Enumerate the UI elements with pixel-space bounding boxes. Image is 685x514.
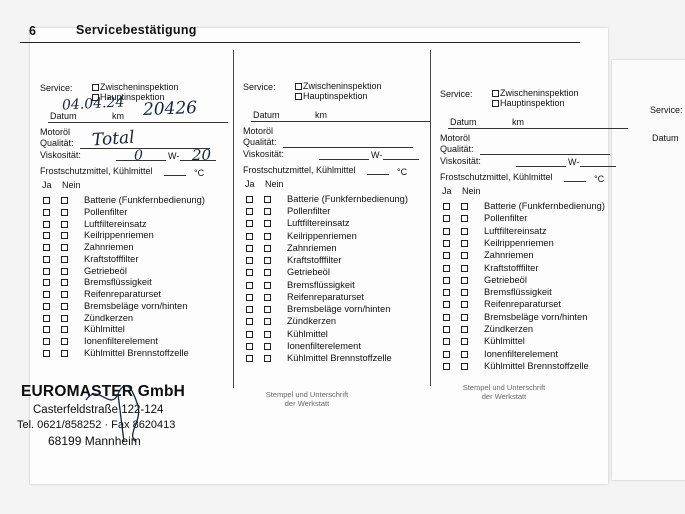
checklist-item-label: Reifenreparaturset — [484, 299, 561, 310]
stamp-caption-line-1: Stempel und Unterschrift — [265, 390, 349, 399]
qualitaet-label: Qualität: — [40, 138, 74, 148]
nein-checkbox[interactable] — [61, 232, 68, 239]
ja-checkbox[interactable] — [246, 196, 253, 203]
ja-checkbox[interactable] — [246, 208, 253, 215]
zwischeninspektion-label: Zwischeninspektion — [100, 82, 179, 92]
nein-checkbox[interactable] — [461, 363, 468, 370]
celsius-label: °C — [397, 167, 408, 177]
checklist-item-label: Reifenreparaturset — [84, 289, 161, 300]
checklist-item-label: Kühlmittel — [287, 328, 328, 339]
km-label: km — [512, 117, 524, 127]
nein-checkbox[interactable] — [264, 282, 271, 289]
checklist-item-label: Bremsbeläge vorn/hinten — [484, 311, 588, 322]
ja-checkbox[interactable] — [443, 240, 450, 247]
ja-checkbox[interactable] — [43, 350, 50, 357]
checklist-item-label: Zündkerzen — [84, 312, 134, 323]
page-title: Servicebestätigung — [76, 23, 197, 37]
ja-checkbox[interactable] — [43, 221, 50, 228]
ja-checkbox[interactable] — [43, 303, 50, 310]
datum-label: Datum — [50, 111, 77, 121]
checklist-item-label: Pollenfilter — [84, 206, 128, 217]
nein-checkbox[interactable] — [264, 196, 271, 203]
checklist-item-label: Ionenfilterelement — [484, 348, 558, 359]
datum-line — [48, 122, 228, 123]
motoroel-label: Motoröl — [440, 133, 471, 143]
qualitaet-line — [283, 147, 413, 148]
ja-checkbox[interactable] — [43, 268, 50, 275]
datum-label: Datum — [450, 117, 477, 127]
stamp-caption-line-2: der Werkstatt — [284, 399, 330, 408]
checklist-item-label: Batterie (Funkfernbedienung) — [287, 194, 408, 204]
checklist-item-label: Bremsbeläge vorn/hinten — [84, 300, 188, 311]
ja-checkbox[interactable] — [246, 294, 253, 301]
checklist-item-label: Keilrippenriemen — [287, 230, 357, 241]
hauptinspektion-checkbox[interactable] — [492, 100, 499, 107]
stamp-caption — [444, 383, 564, 401]
hauptinspektion-label: Hauptinspektion — [303, 91, 368, 101]
handwritten-viscosity-right: 20 — [192, 146, 212, 164]
frostschutz-line — [164, 175, 186, 176]
ja-checkbox[interactable] — [443, 314, 450, 321]
ja-checkbox[interactable] — [246, 282, 253, 289]
w-label: W- — [568, 157, 580, 167]
checklist-item-label: Kühlmittel Brennstoffzelle — [287, 353, 392, 364]
zwischeninspektion-checkbox[interactable] — [92, 84, 99, 91]
checklist-item-label: Keilrippenriemen — [84, 230, 154, 241]
nein-checkbox[interactable] — [264, 318, 271, 325]
checklist-item-label: Luftfiltereinsatz — [484, 225, 547, 236]
ja-checkbox[interactable] — [246, 355, 253, 362]
stamp-street: Casterfeldstraße 122-124 — [33, 404, 164, 416]
checklist-item-label: Zahnriemen — [484, 250, 534, 261]
nein-checkbox[interactable] — [61, 209, 68, 216]
hauptinspektion-label: Hauptinspektion — [500, 98, 565, 108]
nein-checkbox[interactable] — [264, 331, 271, 338]
ja-checkbox[interactable] — [443, 265, 450, 272]
checklist-item-label: Getriebeöl — [287, 267, 330, 278]
ja-checkbox[interactable] — [246, 343, 253, 350]
nein-header: Nein — [265, 179, 284, 189]
ja-checkbox[interactable] — [43, 197, 50, 204]
checklist-item-label: Pollenfilter — [484, 213, 528, 224]
checklist-item-label: Bremsbeläge vorn/hinten — [287, 304, 391, 315]
stamp-company: EUROMASTER GmbH — [21, 383, 186, 400]
ja-checkbox[interactable] — [43, 279, 50, 286]
checklist-item-label: Bremsflüssigkeit — [287, 279, 355, 290]
ja-header: Ja — [42, 180, 52, 190]
page-header — [20, 20, 580, 43]
nein-checkbox[interactable] — [61, 268, 68, 275]
checklist-item-label: Zahnriemen — [84, 242, 134, 253]
checklist-item-label: Kühlmittel — [84, 324, 125, 335]
datum-label: Datum — [253, 110, 280, 120]
column-divider — [233, 50, 234, 388]
checklist-item-label: Kraftstofffilter — [287, 255, 342, 266]
ja-checkbox[interactable] — [246, 306, 253, 313]
ja-checkbox[interactable] — [43, 256, 50, 263]
ja-checkbox[interactable] — [43, 315, 50, 322]
ja-header: Ja — [442, 186, 452, 196]
checklist-item-label: Zündkerzen — [484, 324, 534, 335]
checklist-item-label: Luftfiltereinsatz — [84, 218, 147, 229]
frostschutz-line — [367, 174, 389, 175]
next-page-datum-label: Datum — [652, 133, 679, 143]
datum-line — [448, 128, 628, 129]
ja-checkbox[interactable] — [443, 289, 450, 296]
checklist-item-label: Kraftstofffilter — [484, 262, 539, 273]
nein-checkbox[interactable] — [461, 301, 468, 308]
nein-checkbox[interactable] — [61, 291, 68, 298]
ja-checkbox[interactable] — [246, 220, 253, 227]
nein-checkbox[interactable] — [264, 208, 271, 215]
checklist-item-label: Batterie (Funkfernbedienung) — [484, 201, 605, 211]
checklist-item-label: Luftfiltereinsatz — [287, 218, 350, 229]
ja-checkbox[interactable] — [43, 209, 50, 216]
hauptinspektion-checkbox[interactable] — [295, 93, 302, 100]
checklist-item-label: Batterie (Funkfernbedienung) — [84, 195, 205, 205]
zwischeninspektion-label: Zwischeninspektion — [500, 88, 579, 98]
ja-checkbox[interactable] — [443, 363, 450, 370]
qualitaet-label: Qualität: — [243, 137, 277, 147]
stamp-caption — [247, 390, 367, 408]
inspection-column — [440, 85, 630, 401]
frostschutz-label: Frostschutzmittel, Kühlmittel — [40, 166, 153, 176]
nein-checkbox[interactable] — [461, 203, 468, 210]
nein-checkbox[interactable] — [461, 215, 468, 222]
checklist-item-label: Zahnriemen — [287, 242, 337, 253]
ja-checkbox[interactable] — [43, 338, 50, 345]
nein-checkbox[interactable] — [61, 303, 68, 310]
checklist-item-label: Kühlmittel — [484, 336, 525, 347]
ja-checkbox[interactable] — [246, 331, 253, 338]
zwischeninspektion-checkbox[interactable] — [295, 83, 302, 90]
checklist-item-label: Kraftstofffilter — [84, 253, 139, 264]
stamp-caption-line-2: der Werkstatt — [481, 392, 527, 401]
handwritten-date: 04.04.24 — [61, 94, 125, 114]
nein-checkbox[interactable] — [461, 314, 468, 321]
nein-checkbox[interactable] — [264, 343, 271, 350]
checklist-item-label: Ionenfilterelement — [287, 340, 361, 351]
service-label: Service: — [40, 83, 73, 93]
nein-checkbox[interactable] — [61, 350, 68, 357]
checklist-item-label: Ionenfilterelement — [84, 336, 158, 347]
w-label: W- — [371, 150, 383, 160]
viskositaet-line-2 — [580, 166, 616, 167]
checklist-item-label: Pollenfilter — [287, 206, 331, 217]
motoroel-label: Motoröl — [40, 127, 71, 137]
viskositaet-line-1 — [319, 159, 369, 160]
ja-checkbox[interactable] — [246, 269, 253, 276]
nein-header: Nein — [462, 186, 481, 196]
nein-checkbox[interactable] — [264, 220, 271, 227]
ja-checkbox[interactable] — [246, 257, 253, 264]
checklist-item-label: Kühlmittel Brennstoffzelle — [84, 347, 189, 358]
zwischeninspektion-checkbox[interactable] — [492, 90, 499, 97]
nein-checkbox[interactable] — [61, 315, 68, 322]
service-label: Service: — [243, 82, 276, 92]
nein-checkbox[interactable] — [461, 338, 468, 345]
inspection-column — [40, 79, 230, 379]
checklist-item-label: Getriebeöl — [84, 265, 127, 276]
frostschutz-line — [564, 181, 586, 182]
next-page-service-label: Service: — [650, 105, 683, 115]
km-label: km — [315, 110, 327, 120]
nein-checkbox[interactable] — [264, 245, 271, 252]
nein-checkbox[interactable] — [61, 197, 68, 204]
zwischeninspektion-label: Zwischeninspektion — [303, 81, 382, 91]
page-number: 6 — [29, 24, 36, 38]
frostschutz-label: Frostschutzmittel, Kühlmittel — [440, 172, 553, 182]
viskositaet-label: Viskosität: — [40, 150, 81, 160]
stamp-city: 68199 Mannheim — [48, 434, 141, 448]
nein-checkbox[interactable] — [264, 257, 271, 264]
signature — [78, 372, 188, 452]
viskositaet-line-1 — [516, 166, 566, 167]
nein-checkbox[interactable] — [461, 240, 468, 247]
nein-checkbox[interactable] — [264, 233, 271, 240]
nein-checkbox[interactable] — [264, 355, 271, 362]
handwritten-viscosity-left: 0 — [134, 148, 143, 164]
ja-checkbox[interactable] — [43, 232, 50, 239]
ja-checkbox[interactable] — [443, 338, 450, 345]
nein-checkbox[interactable] — [61, 256, 68, 263]
hauptinspektion-label: Hauptinspektion — [100, 92, 165, 102]
checklist-item-label: Kühlmittel Brennstoffzelle — [484, 361, 589, 371]
handwritten-oil-quality: Total — [91, 127, 136, 151]
ja-checkbox[interactable] — [443, 277, 450, 284]
ja-checkbox[interactable] — [443, 326, 450, 333]
ja-checkbox[interactable] — [246, 233, 253, 240]
nein-checkbox[interactable] — [264, 294, 271, 301]
nein-checkbox[interactable] — [264, 306, 271, 313]
ja-checkbox[interactable] — [43, 326, 50, 333]
km-label: km — [112, 111, 124, 121]
service-label: Service: — [440, 89, 473, 99]
ja-checkbox[interactable] — [443, 351, 450, 358]
ja-header: Ja — [245, 179, 255, 189]
ja-checkbox[interactable] — [246, 245, 253, 252]
ja-checkbox[interactable] — [443, 215, 450, 222]
ja-checkbox[interactable] — [443, 301, 450, 308]
nein-checkbox[interactable] — [461, 265, 468, 272]
frostschutz-label: Frostschutzmittel, Kühlmittel — [243, 165, 356, 175]
stamp-caption-line-1: Stempel und Unterschrift — [462, 383, 546, 392]
ja-checkbox[interactable] — [246, 318, 253, 325]
stamp-phone: Tel. 0621/858252 · Fax 8620413 — [17, 419, 176, 431]
viskositaet-label: Viskosität: — [440, 156, 481, 166]
checklist-item-label: Zündkerzen — [287, 316, 337, 327]
nein-checkbox[interactable] — [264, 269, 271, 276]
ja-checkbox[interactable] — [43, 244, 50, 251]
checklist-item-label: Getriebeöl — [484, 274, 527, 285]
nein-checkbox[interactable] — [61, 221, 68, 228]
nein-checkbox[interactable] — [461, 351, 468, 358]
nein-checkbox[interactable] — [461, 277, 468, 284]
nein-checkbox[interactable] — [461, 326, 468, 333]
nein-checkbox[interactable] — [61, 338, 68, 345]
checklist-item-label: Bremsflüssigkeit — [484, 287, 552, 298]
nein-checkbox[interactable] — [61, 244, 68, 251]
motoroel-label: Motoröl — [243, 126, 274, 136]
nein-checkbox[interactable] — [461, 289, 468, 296]
checklist-item-label: Bremsflüssigkeit — [84, 277, 152, 288]
viskositaet-label: Viskosität: — [243, 149, 284, 159]
qualitaet-line — [480, 154, 610, 155]
celsius-label: °C — [194, 168, 205, 178]
ja-checkbox[interactable] — [443, 228, 450, 235]
handwritten-km: 20426 — [142, 98, 198, 120]
checklist-item-label: Keilrippenriemen — [484, 237, 554, 248]
checklist-item-label: Reifenreparaturset — [287, 291, 364, 302]
viskositaet-line-2 — [383, 159, 419, 160]
celsius-label: °C — [594, 174, 605, 184]
ja-checkbox[interactable] — [443, 252, 450, 259]
nein-checkbox[interactable] — [61, 279, 68, 286]
nein-checkbox[interactable] — [461, 252, 468, 259]
nein-header: Nein — [62, 180, 81, 190]
datum-line — [251, 121, 431, 122]
nein-checkbox[interactable] — [461, 228, 468, 235]
ja-checkbox[interactable] — [43, 291, 50, 298]
w-label: W- — [168, 151, 180, 161]
ja-checkbox[interactable] — [443, 203, 450, 210]
nein-checkbox[interactable] — [61, 326, 68, 333]
inspection-column — [243, 78, 433, 408]
qualitaet-label: Qualität: — [440, 144, 474, 154]
